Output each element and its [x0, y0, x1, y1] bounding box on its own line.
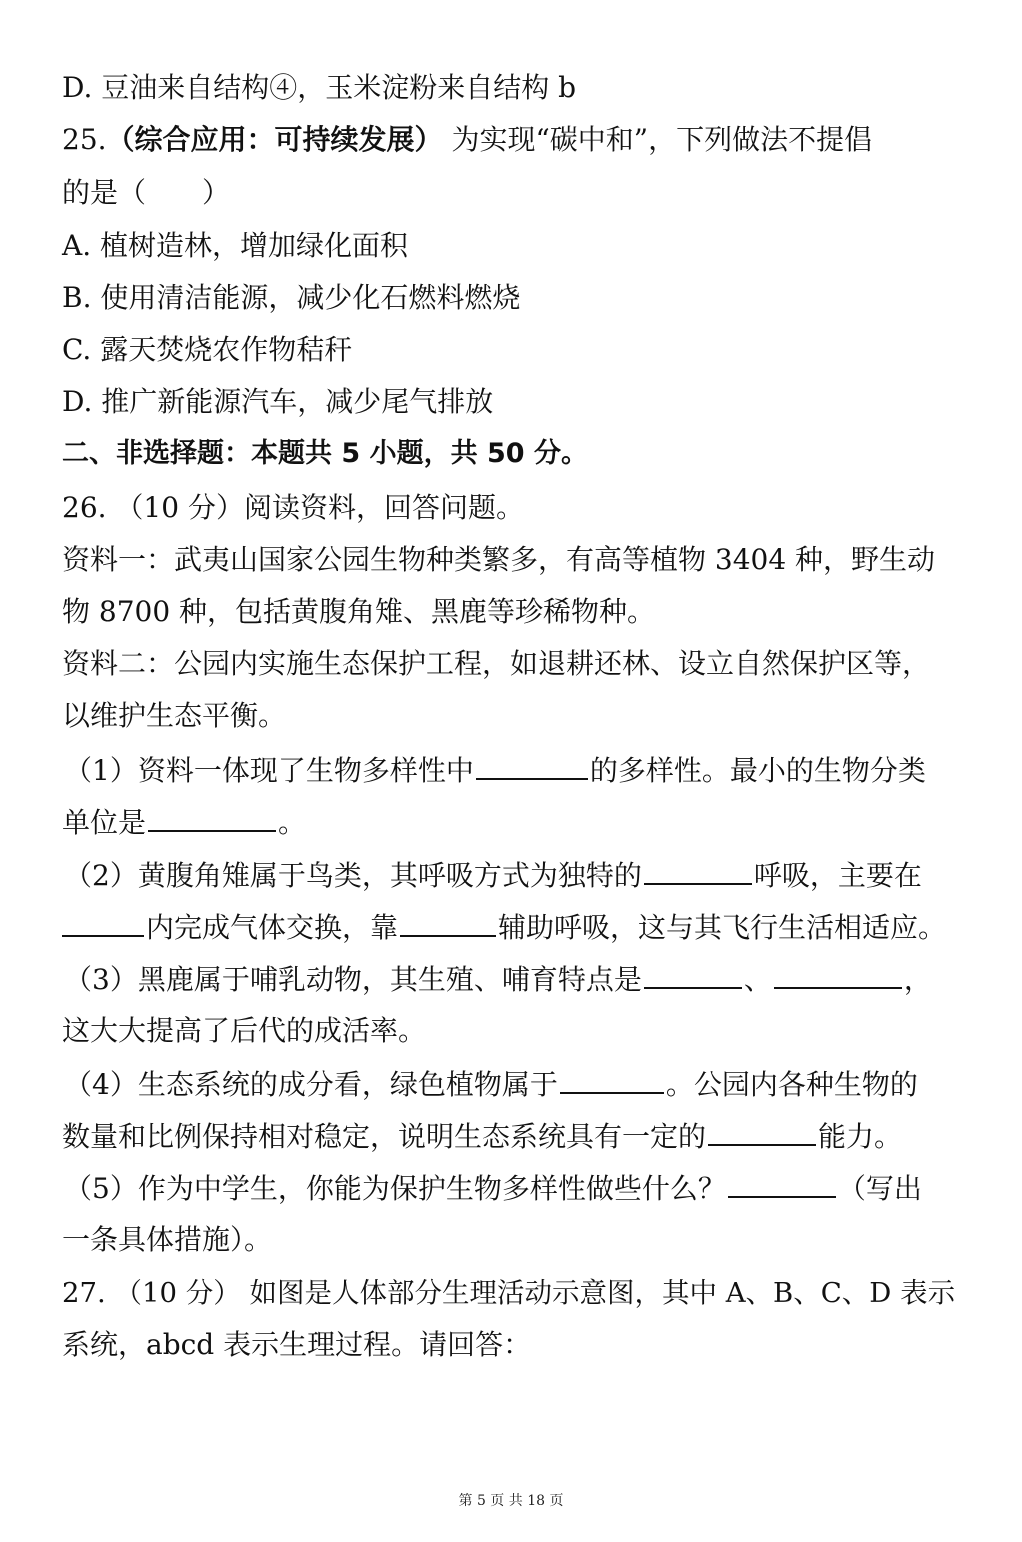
- q26-part4-line1: [64, 1066, 918, 1103]
- q24-option-d-text: D. 豆油来自结构④，玉米淀粉来自结构 b: [62, 71, 577, 104]
- q25-option-a: [62, 228, 408, 264]
- q26-heading: [62, 490, 524, 526]
- p5-text3: 一条具体措施）。: [62, 1223, 273, 1256]
- answer-blank[interactable]: [62, 909, 144, 937]
- answer-blank[interactable]: [728, 1170, 836, 1198]
- q27-line2: [62, 1327, 531, 1363]
- q26-part1-line1: [64, 752, 926, 789]
- p4-text2: 。公园内各种生物的: [665, 1068, 918, 1101]
- p5-text2: （写出: [837, 1172, 922, 1205]
- q26-part4-line2: [62, 1118, 902, 1155]
- page-footer: 第 5 页 共 18 页: [458, 1493, 564, 1509]
- material-one-line1: [62, 542, 935, 578]
- material-one-text2: 物 8700 种，包括黄腹角雉、黑鹿等珍稀物种。: [62, 595, 656, 628]
- q26-part1-line2: [62, 804, 306, 841]
- q24-option-d: [62, 70, 576, 106]
- p2-text4: 辅助呼吸，这与其飞行生活相适应。: [498, 911, 947, 944]
- p3-text3: ，: [903, 963, 932, 996]
- q26-part3-line1: [64, 961, 932, 998]
- p3-text1: （3）黑鹿属于哺乳动物，其生殖、哺育特点是: [64, 963, 642, 996]
- q27-line1: [62, 1275, 955, 1311]
- p1-text3: 单位是: [62, 806, 147, 839]
- p3-text4: 这大大提高了后代的成活率。: [62, 1014, 427, 1047]
- material-two-line2: [62, 698, 286, 734]
- p2-text2: 呼吸，主要在: [753, 859, 922, 892]
- material-two-line1: [62, 646, 930, 682]
- material-one-line2: [62, 594, 655, 630]
- q27-text2: 系统，abcd 表示生理过程。请回答：: [62, 1328, 532, 1361]
- p2-text3: 内完成气体交换，靠: [146, 911, 399, 944]
- p4-text4: 能力。: [818, 1120, 903, 1153]
- q25-option-c: [62, 332, 352, 368]
- q26-heading-text: 26. （10 分）阅读资料，回答问题。: [62, 491, 524, 524]
- q25-option-d: [62, 384, 493, 420]
- q25-stem-line1: [62, 122, 872, 158]
- q25-option-b: [62, 280, 520, 316]
- p5-text1: （5）作为中学生，你能为保护生物多样性做些什么？: [64, 1172, 726, 1205]
- q25-option-a-text: A. 植树造林，增加绿化面积: [62, 229, 409, 262]
- answer-blank[interactable]: [644, 857, 752, 885]
- q26-part5-line2: [62, 1222, 272, 1258]
- p1-text4: 。: [278, 806, 307, 839]
- q25-number: 25.: [62, 123, 107, 156]
- material-two-text2: 以维护生态平衡。: [62, 699, 287, 732]
- p1-text2: 的多样性。最小的生物分类: [589, 754, 926, 787]
- answer-blank[interactable]: [148, 804, 276, 832]
- material-one-text1: 资料一：武夷山国家公园生物种类繁多，有高等植物 3404 种，野生动: [62, 543, 936, 576]
- q25-tag: （综合应用：可持续发展）: [106, 123, 443, 156]
- answer-blank[interactable]: [476, 752, 588, 780]
- section-heading-text: 二、非选择题：本题共 5 小题，共 50 分。: [62, 438, 588, 469]
- answer-blank[interactable]: [774, 961, 902, 989]
- p3-text2: 、: [743, 963, 772, 996]
- section-heading: [62, 436, 588, 472]
- answer-blank[interactable]: [560, 1066, 664, 1094]
- q26-part2-line2: [62, 909, 946, 946]
- q25-option-d-text: D. 推广新能源汽车，减少尾气排放: [62, 385, 494, 418]
- q26-part3-line2: [62, 1013, 426, 1049]
- p1-text1: （1）资料一体现了生物多样性中: [64, 754, 474, 787]
- q26-part5-line1: [64, 1170, 922, 1207]
- q25-option-b-text: B. 使用清洁能源，减少化石燃料燃烧: [62, 281, 521, 314]
- p2-text1: （2）黄腹角雉属于鸟类，其呼吸方式为独特的: [64, 859, 642, 892]
- q26-part2-line1: [64, 857, 922, 894]
- material-two-text1: 资料二：公园内实施生态保护工程，如退耕还林、设立自然保护区等，: [62, 647, 931, 680]
- answer-blank[interactable]: [644, 961, 742, 989]
- p4-text3: 数量和比例保持相对稳定，说明生态系统具有一定的: [62, 1120, 707, 1153]
- q27-text1: 27. （10 分） 如图是人体部分生理活动示意图，其中 A、B、C、D 表示: [62, 1277, 956, 1309]
- q25-text2: 的是（ ）: [62, 176, 231, 209]
- q25-option-c-text: C. 露天焚烧农作物秸秆: [62, 333, 353, 366]
- q25-text: 为实现“碳中和”，下列做法不提倡: [442, 123, 873, 156]
- answer-blank[interactable]: [708, 1118, 816, 1146]
- answer-blank[interactable]: [400, 909, 496, 937]
- q25-stem-line2: [62, 175, 230, 211]
- p4-text1: （4）生态系统的成分看，绿色植物属于: [64, 1068, 558, 1101]
